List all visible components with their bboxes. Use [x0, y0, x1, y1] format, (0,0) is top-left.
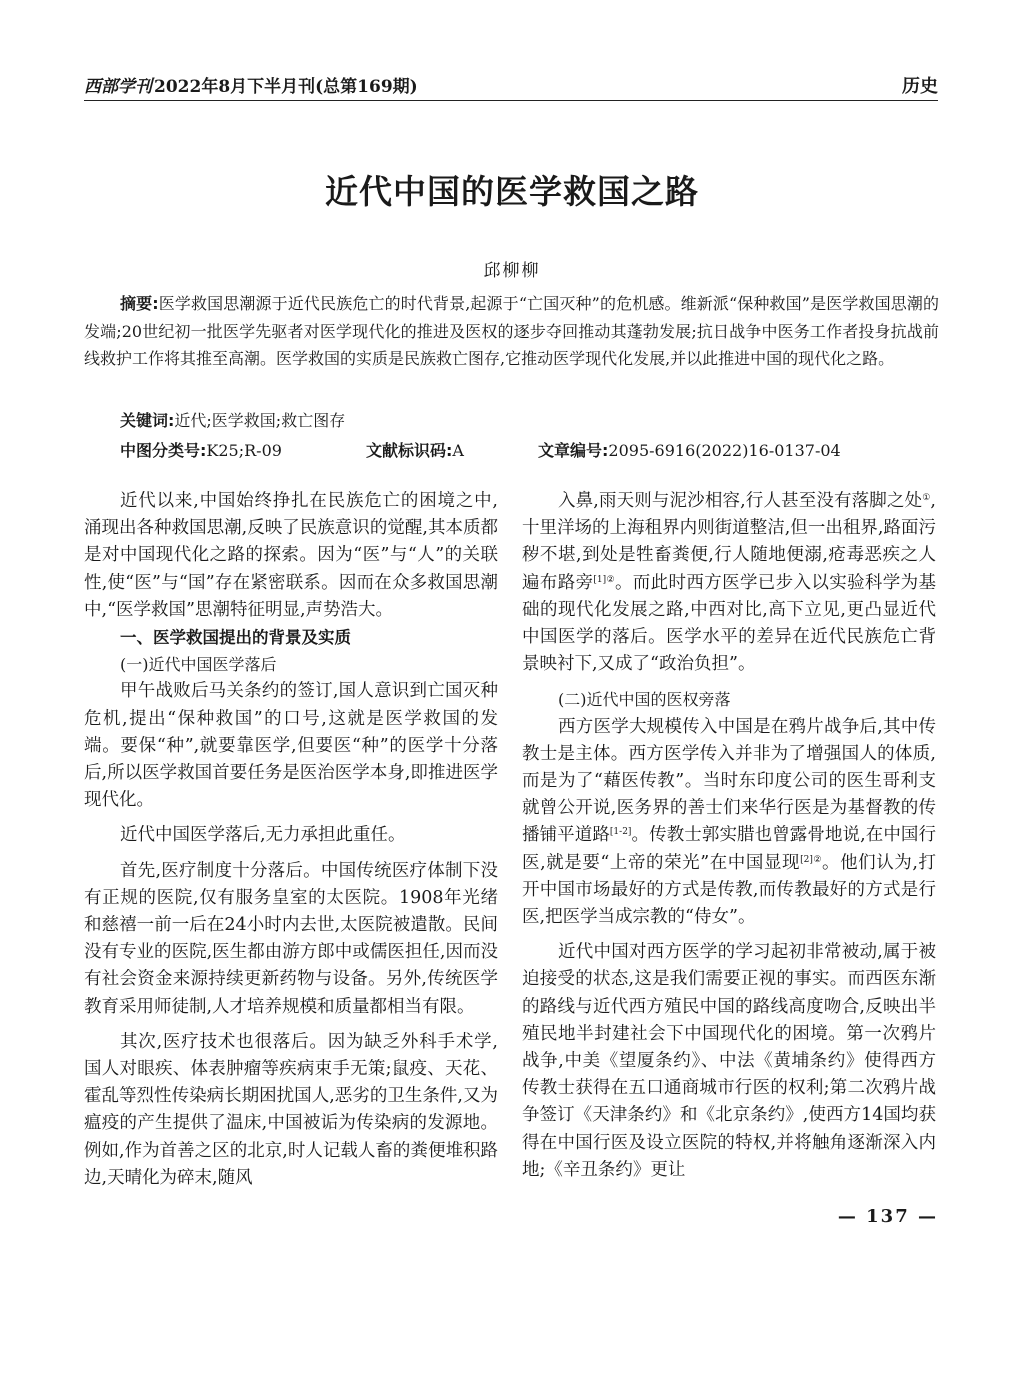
- keywords: [120, 408, 345, 431]
- clc-value: K25;R-09: [206, 441, 282, 460]
- art-value: 2095-6916(2022)16-0137-04: [608, 441, 841, 460]
- paragraph: 首先,医疗制度十分落后。中国传统医疗体制下没有正规的医院,仅有服务皇室的太医院。1908年光绪和慈禧一前一后在24小时内去世,太医院被遣散。民间没有专业的医院,医生都由游方郎中或儒医担任,因而没有社会资金来源持续更新药物与设备。另外,传统医学教育采用师徒制,人才培养规模和质量都相当有限。: [84, 860, 498, 1017]
- paragraph: 近代中国对西方医学的学习起初非常被动,属于被迫接受的状态,这是我们需要正视的事实。而西医东渐的路线与近代西方殖民中国的路线高度吻合,反映出半殖民地半封建社会下中国现代化的困境。第一次鸦片战争,中美《望厦条约》、中法《黄埔条约》使得西方传教士获得在五口通商城市行医的权利;第二次鸦片战争签订《天津条约》和《北京条约》,使西方14国均获得在中国行医及设立医院的特权,并将触角逐渐深入内地;《辛丑条约》更让: [522, 942, 936, 1180]
- journal-logo: 西部学刊: [84, 77, 152, 97]
- paragraph: 近代中国医学落后,无力承担此重任。: [120, 825, 406, 846]
- text-run: ,十里洋场的上海租界内则街道整洁,但一出租界,路面污秽不堪,到处是牲畜粪便,行人随地便溺,疮毒恶疾之人遍布路旁: [522, 491, 936, 593]
- text-run: 。而此时西方医学已步入以实验科学为基础的现代化发展之路,中西对比,高下立见,更凸显近代中国医学的落后。医学水平的差异在近代民族危亡背景映衬下,又成了“政治负担”。: [522, 572, 936, 675]
- subsection-heading: (一)近代中国医学落后: [120, 655, 277, 675]
- author-name: 邱柳柳: [483, 261, 541, 281]
- left-column: [84, 488, 498, 1192]
- footnote-ref: ①: [922, 493, 931, 503]
- abstract-text: 医学救国思潮源于近代民族危亡的时代背景,起源于“亡国灭种”的危机感。维新派“保种救国”是医学救国思潮的发端;20世纪初一批医学先驱者对医学现代化的推进及医权的逐步夺回推动其蓬勃发展;抗日战争中医务工作者投身抗战前线救护工作将其推至高潮。医学救国的实质是民族救亡图存,它推动医学现代化发展,并以此推进中国的现代化之路。: [84, 294, 939, 368]
- paragraph: [522, 488, 936, 678]
- paragraph: [522, 714, 936, 932]
- journal-issue: [84, 72, 418, 97]
- text-run: 西方医学大规模传入中国是在鸦片战争后,其中传教士是主体。西方医学传入并非为了增强国人的体质,而是为了“藉医传教”。当时东印度公司的医生哥利支就曾公开说,医务界的善士们来华行医是为基督教的传播铺平道路: [522, 716, 936, 846]
- section-label: 历史: [902, 76, 938, 97]
- page-number: — 137 —: [837, 1206, 938, 1227]
- clc-code: [120, 438, 282, 461]
- keywords-label: 关键词:: [120, 411, 175, 430]
- running-header: [84, 70, 938, 101]
- doc-code: [366, 438, 464, 461]
- keywords-text: 近代;医学救国;救亡图存: [174, 411, 346, 430]
- clc-label: 中图分类号:: [120, 441, 207, 460]
- citation-ref: [2]②: [800, 854, 823, 865]
- doc-label: 文献标识码:: [366, 441, 453, 460]
- paragraph: 甲午战败后马关条约的签订,国人意识到亡国灭种危机,提出“保种救国”的口号,这就是医学救国的发端。要保“种”,就要靠医学,但要医“种”的医学十分落后,所以医学救国首要任务是医治医学本身,即推进医学现代化。: [84, 681, 498, 811]
- paragraph: 近代以来,中国始终挣扎在民族危亡的困境之中,涌现出各种救国思潮,反映了民族意识的觉醒,其本质都是对中国现代化之路的探索。因为“医”与“人”的关联性,使“医”与“国”存在紧密联系。因而在众多救国思潮中,“医学救国”思潮特征明显,声势浩大。: [84, 491, 498, 620]
- subsection-heading: (二)近代中国的医权旁落: [558, 690, 731, 710]
- article-number: [538, 438, 841, 461]
- article-meta: [120, 438, 940, 462]
- text-run: 。传教士郭实腊也曾露骨地说,在中国行医,就是要“上帝的荣光”在中国显现: [522, 825, 937, 873]
- section-heading: 一、医学救国提出的背景及实质: [120, 628, 351, 648]
- doc-value: A: [452, 441, 464, 460]
- issue-text: 2022年8月下半月刊(总第169期): [154, 77, 418, 97]
- abstract-label: 摘要:: [120, 294, 159, 313]
- paragraph: 其次,医疗技术也很落后。因为缺乏外科手术学,国人对眼疾、体表肿瘤等疾病束手无策;鼠疫、天花、霍乱等烈性传染病长期困扰国人,恶劣的卫生条件,又为瘟疫的产生提供了温床,中国被诟为传染病的发源地。例如,作为首善之区的北京,时人记载人畜的粪便堆积路边,天晴化为碎末,随风: [84, 1031, 498, 1188]
- art-label: 文章编号:: [538, 441, 609, 460]
- citation-ref: [1]②: [593, 574, 615, 585]
- abstract: [84, 290, 939, 373]
- article-title: 近代中国的医学救国之路: [325, 172, 699, 211]
- citation-ref: [1-2]: [609, 827, 632, 838]
- text-run: 入鼻,雨天则与泥沙相容,行人甚至没有落脚之处: [558, 491, 923, 511]
- right-column: [522, 488, 936, 1184]
- text-run: 。他们认为,打开中国市场最好的方式是传教,而传教最好的方式是行医,把医学当成宗教的“侍女”。: [522, 852, 936, 928]
